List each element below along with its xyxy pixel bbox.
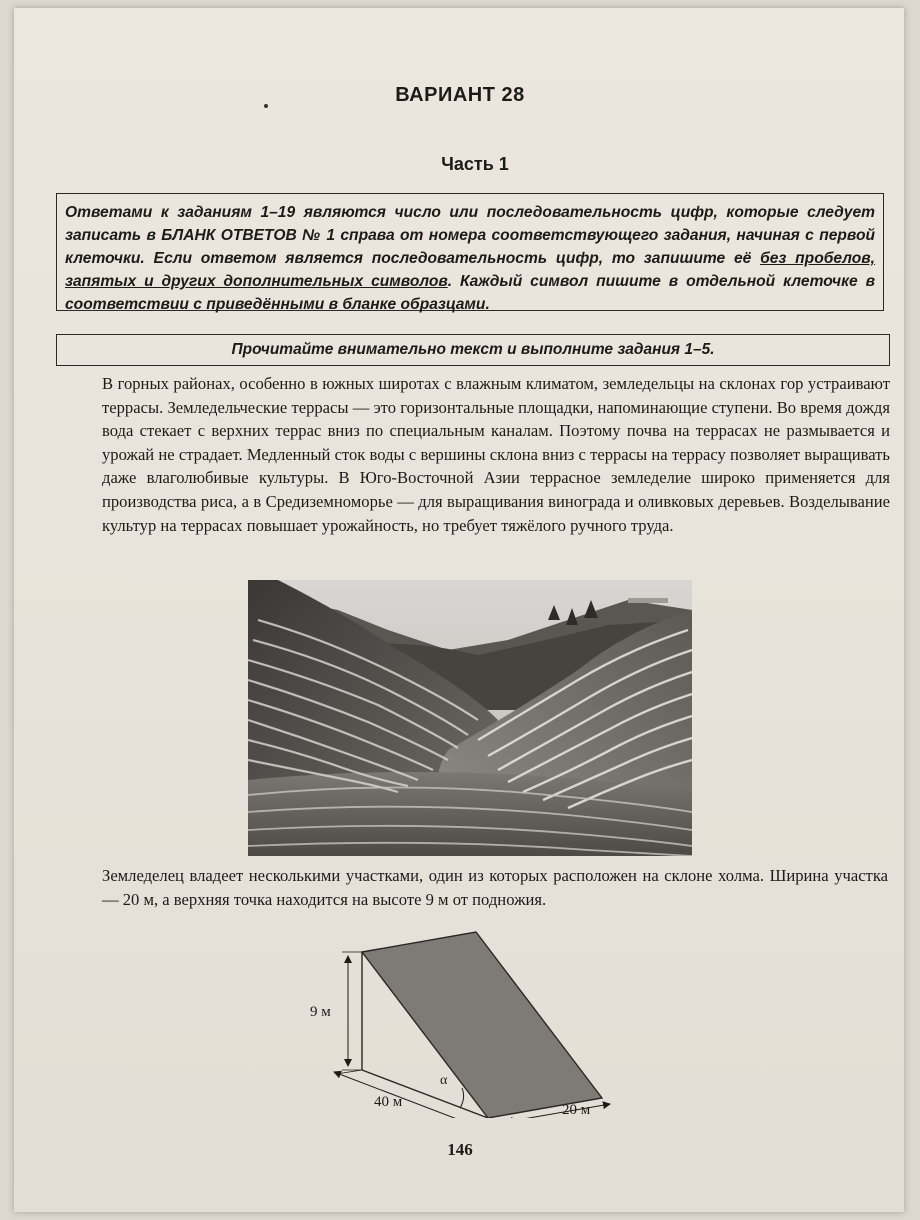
task-intro-box: Прочитайте внимательно текст и выполните задания 1–5.: [56, 334, 890, 366]
part-title: Часть 1: [441, 154, 509, 174]
terraces-photo: [248, 580, 692, 856]
main-paragraph-text: В горных районах, особенно в южных широтах с влажным климатом, земледельцы на склонах гор устраивают террасы. Земледельческие террасы — это горизонтальные площадки, напоминающие ступени. Во время дождя вода стекает с верхних террас вниз по специальным каналам. Поэтому почва на террасах не размывается и урожай не страдает. Медленный сток воды с вершины склона вниз с террасы на террасу позволяет выращивать даже влаголюбивые культуры. В Юго-Восточной Азии террасное земледелие широко применяется для производства риса, а в Средиземноморье — для выращивания винограда и оливковых деревьев. Возделывание культур на террасах повышает урожайность, но требует тяжёлого ручного труда.: [102, 374, 890, 535]
instructions-underlined: без пробелов, запятых и других дополнительных символов: [65, 250, 876, 290]
main-paragraph: [102, 372, 890, 537]
base-label: 40 м: [374, 1094, 403, 1110]
height-label: 9 м: [310, 1004, 331, 1020]
page-sheet: [14, 8, 904, 1212]
instructions-box: [56, 193, 884, 311]
plot-surface: [362, 932, 602, 1118]
angle-label: α: [440, 1073, 448, 1088]
plot-paragraph: Земледелец владеет несколькими участками, один из которых расположен на склоне холма. Ширина участка — 20 м, а верхняя точка находится на высоте 9 м от подножия.: [102, 866, 888, 909]
width-label: 20 м: [562, 1102, 591, 1118]
instructions-text-end: . Каждый символ пишите в отдельной клеточке в соответствии с приведёнными в бланке образцами.: [65, 273, 875, 313]
page-number: 146: [447, 1140, 473, 1159]
variant-title: ВАРИАНТ 28: [395, 84, 525, 106]
instructions-text: Ответами к заданиям 1–19 являются число или последовательность цифр, которые следует записать в БЛАНК ОТВЕТОВ № 1 справа от номера соответствующего задания, начиная с первой клеточки. Если ответом является последовательность цифр, то запишите её: [65, 204, 875, 267]
slope-diagram: [290, 918, 630, 1118]
angle-arc: [460, 1088, 464, 1108]
